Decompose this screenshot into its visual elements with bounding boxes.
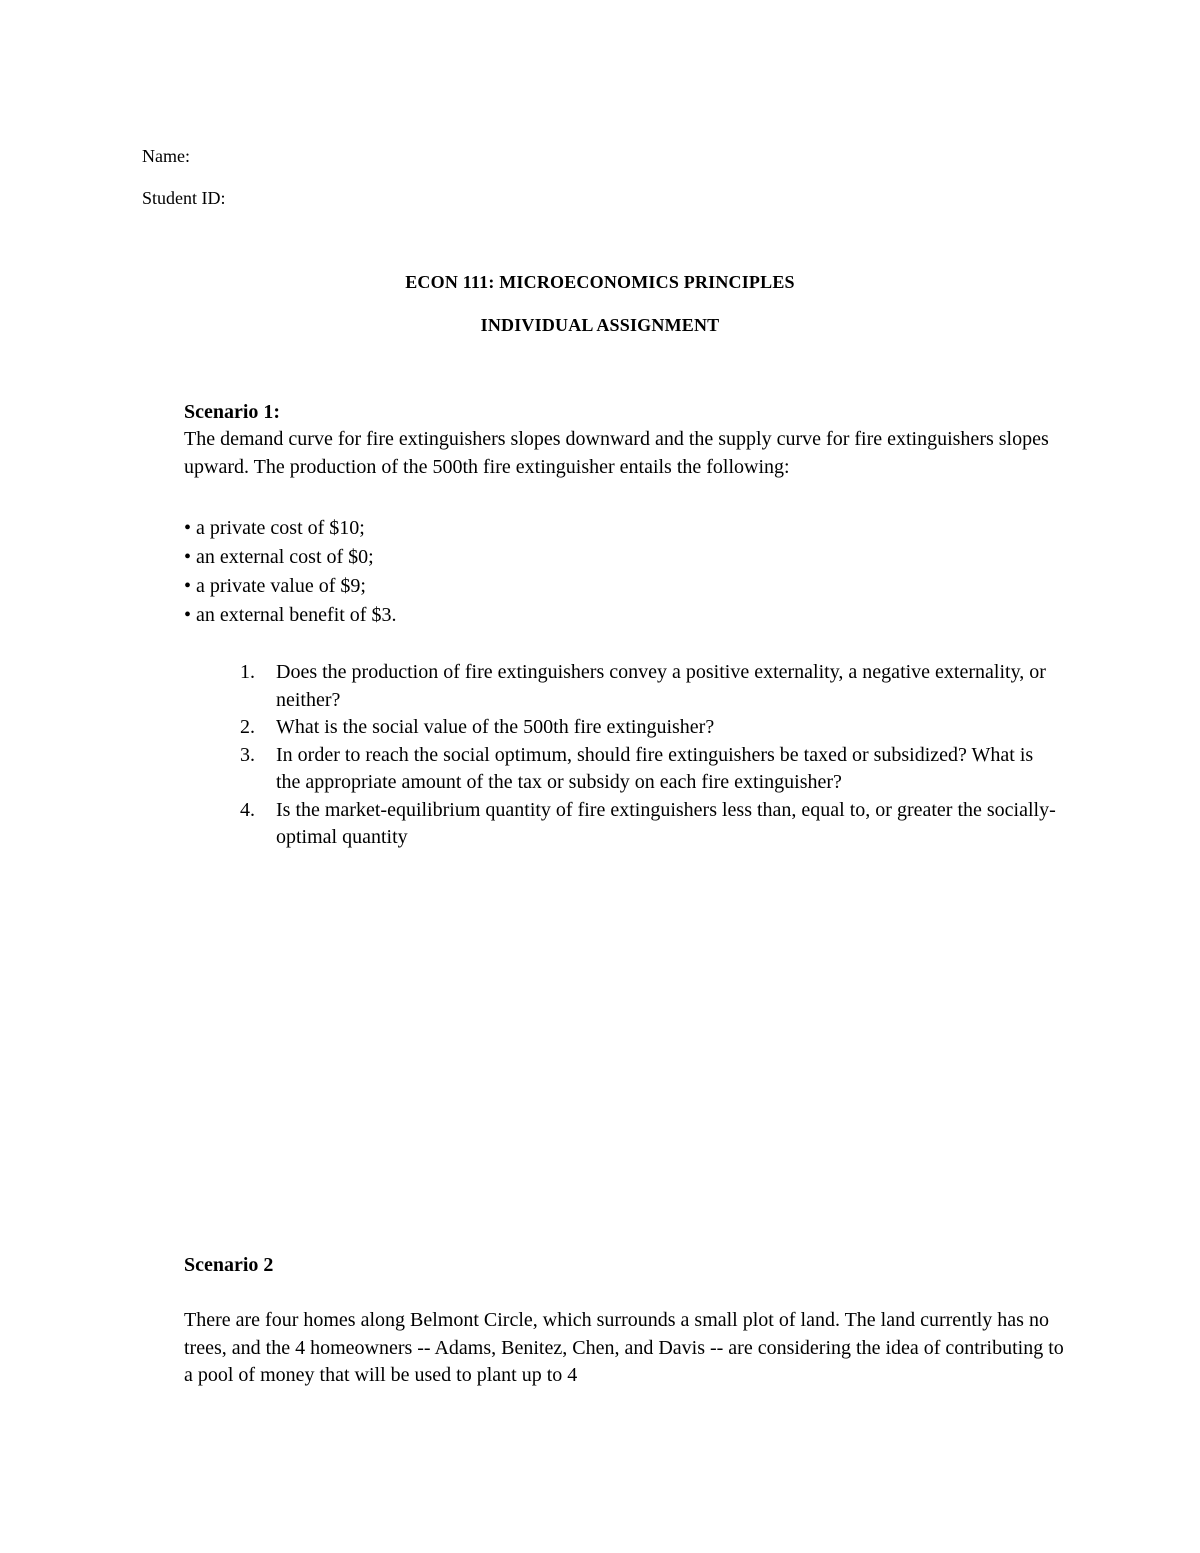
scenario-1-question-list: [240, 659, 1060, 852]
student-id-label: Student ID:: [142, 188, 226, 208]
bullet-item: • a private cost of $10;: [184, 517, 365, 539]
question-item: [240, 742, 1060, 797]
scenario-1-bullet-list: [184, 515, 396, 631]
bullet-item: • a private value of $9;: [184, 575, 366, 597]
scenario-1-intro: The demand curve for fire extinguishers slopes downward and the supply curve for fire extinguishers slopes upward. The production of the 500th fire extinguisher entails the following:: [184, 428, 1049, 478]
question-text: What is the social value of the 500th fire extinguisher?: [276, 716, 715, 738]
question-number: 3.: [240, 743, 255, 766]
scenario-2-intro: There are four homes along Belmont Circle, which surrounds a small plot of land. The land currently has no trees, and the 4 homeowners -- Adams, Benitez, Chen, and Davis -- are considering the idea of contributing to a pool of money that will be used to plant up to 4: [184, 1309, 1064, 1386]
question-number: 1.: [240, 661, 255, 683]
name-label: Name:: [142, 146, 190, 166]
question-number: 4.: [240, 798, 255, 821]
scenario-1-heading: Scenario 1:: [184, 401, 281, 423]
question-text: Does the production of fire extinguishers convey a positive externality, a negative externality, or neither?: [276, 661, 1046, 711]
question-number: 2.: [240, 716, 255, 738]
question-item: [240, 714, 1060, 742]
question-text: Is the market-equilibrium quantity of fire extinguishers less than, equal to, or greater the socially-optimal quantity: [276, 798, 1056, 848]
bullet-item: • an external cost of $0;: [184, 546, 374, 568]
scenario-2-heading: Scenario 2: [184, 1254, 274, 1276]
question-text: In order to reach the social optimum, should fire extinguishers be taxed or subsidized? What is the appropriate amount of the tax or subsidy on each fire extinguisher?: [276, 743, 1034, 793]
course-title: ECON 111: MICROECONOMICS PRINCIPLES: [405, 272, 795, 292]
bullet-item: • an external benefit of $3.: [184, 604, 397, 626]
question-item: [240, 797, 1060, 852]
assignment-title: INDIVIDUAL ASSIGNMENT: [480, 315, 720, 335]
question-item: [240, 659, 1060, 714]
